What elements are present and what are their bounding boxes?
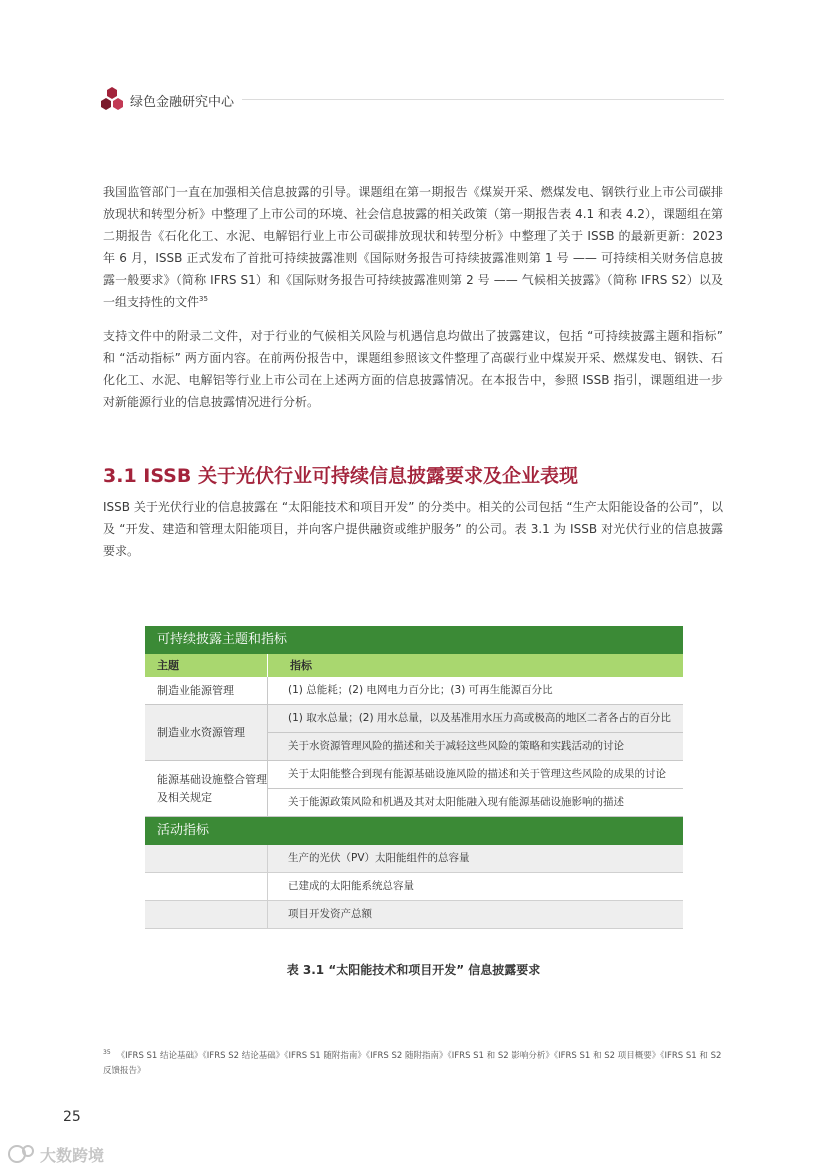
metric-item: (1) 取水总量；(2) 用水总量，以及基准用水压力高或极高的地区二者各占的百分比 <box>288 712 671 724</box>
activity-metric: 生产的光伏（PV）太阳能组件的总容量 <box>267 845 683 872</box>
table-header-row <box>145 654 683 677</box>
intro-paragraph-1 <box>103 181 723 313</box>
table-row <box>145 901 683 929</box>
header-divider <box>242 99 724 100</box>
metric-item: 关于太阳能整合到现有能源基础设施风险的描述和关于管理这些风险的成果的讨论 <box>288 768 666 780</box>
page-header <box>100 86 724 114</box>
empty-cell <box>145 901 267 928</box>
table-row <box>145 761 683 817</box>
section-paragraph: ISSB 关于光伏行业的信息披露在 “太阳能技术和项目开发” 的分类中。相关的公司包括 “生产太阳能设备的公司”，以及 “开发、建造和管理太阳能项目，并向客户提供融资或维护服务” 的公司。表 3.1 为 ISSB 对光伏行业的信息披露要求。 <box>103 500 723 558</box>
page-number: 25 <box>63 1109 81 1125</box>
metric-item: 关于能源政策风险和机遇及其对太阳能融入现有能源基础设施影响的描述 <box>268 788 683 816</box>
table-band-activity: 活动指标 <box>145 817 683 845</box>
theme-cell: 能源基础设施整合管理及相关规定 <box>157 772 267 804</box>
metrics-cell <box>267 761 683 816</box>
org-name: 绿色金融研究中心 <box>130 95 235 110</box>
watermark-text: 大数跨境 <box>40 1146 105 1165</box>
footnote-text: 《IFRS S1 结论基础》《IFRS S2 结论基础》《IFRS S1 随附指南》《IFRS S2 随附指南》《IFRS S1 和 S2 影响分析》《IFRS S1 和 S2 项目概要》《IFRS S1 和 S2 反馈报告》 <box>103 1050 722 1076</box>
intro-paragraph-2: 支持文件中的附录二文件，对于行业的气候相关风险与机遇信息均做出了披露建议，包括 “可持续披露主题和指标” 和 “活动指标” 两方面内容。在前两份报告中，课题组参照该文件整理了高碳行业中煤炭开采、燃煤发电、钢铁、石化化工、水泥、电解铝等行业上市公司在上述两方面的信息披露情况。在本报告中，参照 ISSB 指引，课题组进一步对新能源行业的信息披露情况进行分析。 <box>103 329 723 409</box>
metrics-cell <box>267 677 683 704</box>
empty-cell <box>145 845 267 872</box>
footnote-reference[interactable]: 35 <box>199 295 208 303</box>
table-caption: 表 3.1 “太阳能技术和项目开发” 信息披露要求 <box>286 963 541 977</box>
theme-cell: 制造业能源管理 <box>157 683 234 697</box>
table-row <box>145 705 683 761</box>
col-header-metric: 指标 <box>267 654 683 677</box>
col-header-theme: 主题 <box>157 659 179 672</box>
empty-cell <box>145 873 267 900</box>
hexagon-logo-icon <box>100 86 124 112</box>
metric-item: (1) 总能耗；(2) 电网电力百分比；(3) 可再生能源百分比 <box>288 684 553 696</box>
activity-metric: 已建成的太阳能系统总容量 <box>267 873 683 900</box>
metrics-cell <box>267 705 683 760</box>
activity-metric: 项目开发资产总额 <box>267 901 683 928</box>
footnote <box>103 1045 727 1079</box>
section-title: 3.1 ISSB 关于光伏行业可持续信息披露要求及企业表现 <box>103 465 578 487</box>
watermark-logo-icon <box>6 1143 36 1165</box>
table-row <box>145 845 683 873</box>
table-band-sustainability: 可持续披露主题和指标 <box>145 626 683 654</box>
theme-cell: 制造业水资源管理 <box>157 725 245 739</box>
disclosure-table <box>145 626 683 929</box>
intro-paragraph-1-text: 我国监管部门一直在加强相关信息披露的引导。课题组在第一期报告《煤炭开采、燃煤发电、钢铁行业上市公司碳排放现状和转型分析》中整理了上市公司的环境、社会信息披露的相关政策（第一期报告表 4.1 和表 4.2），课题组在第二期报告《石化化工、水泥、电解铝行业上市公司碳排放现状和转型分析》中整理了关于 ISSB 的最新更新：2023 年 6 月，ISSB 正式发布了首批可持续披露准则《国际财务报告可持续披露准则第 1 号 —— 可持续相关财务信息披露一般要求》（简称 IFRS S1）和《国际财务报告可持续披露准则第 2 号 —— 气候相关披露》（简称 IFRS S2）以及一组支持性的文件 <box>103 185 723 309</box>
table-row <box>145 873 683 901</box>
watermark <box>6 1141 116 1167</box>
metric-item: 关于水资源管理风险的描述和关于减轻这些风险的策略和实践活动的讨论 <box>268 732 683 760</box>
footnote-number: 35 <box>103 1049 111 1056</box>
table-row <box>145 677 683 705</box>
